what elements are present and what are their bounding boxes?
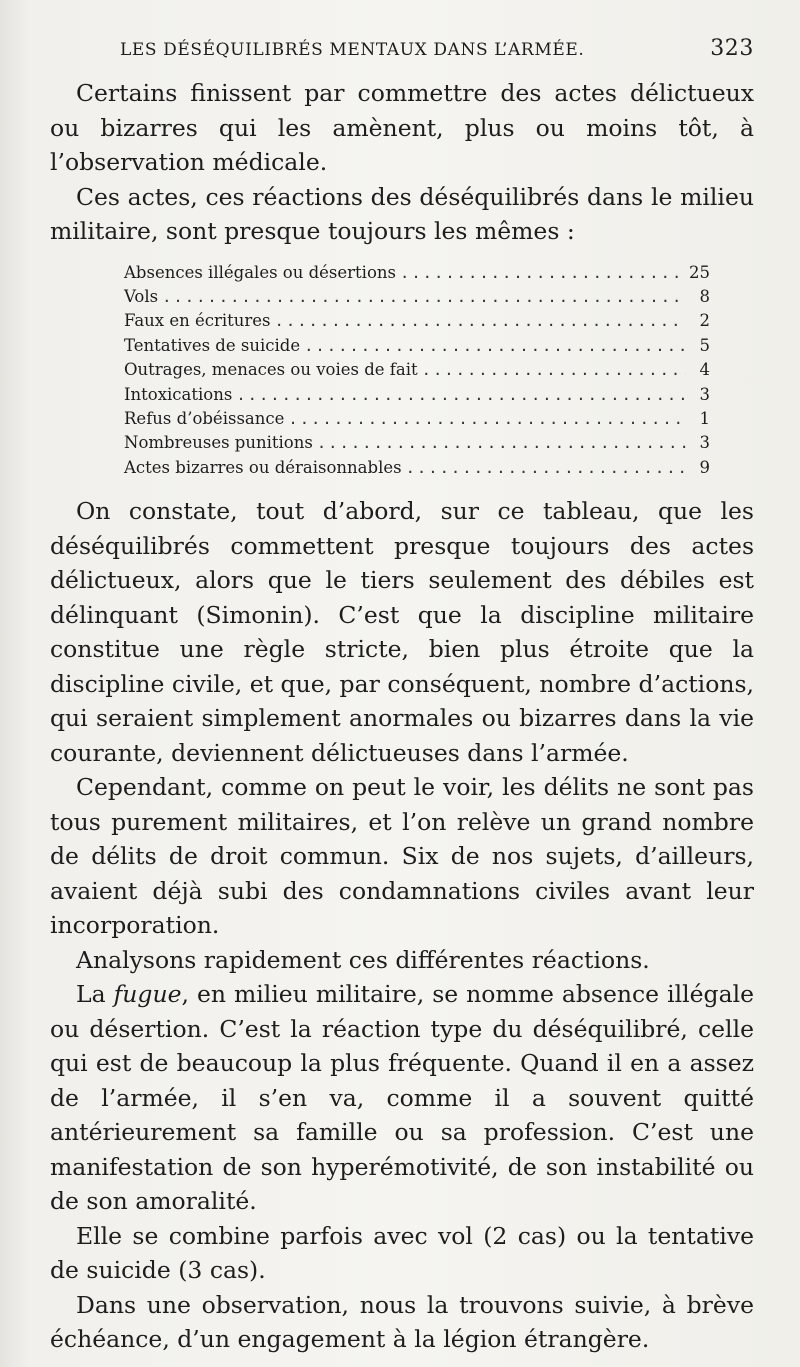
row-label: Intoxications (124, 384, 233, 404)
row-label: Tentatives de suicide (124, 335, 301, 355)
row-count: 3 (699, 433, 710, 453)
reactions-table (124, 261, 710, 481)
paragraph: On constate, tout d’abord, sur ce tableau, que les déséquilibrés commettent presque toujours des actes délictueux, alors que le tiers seulement des débiles est délinquant (Simonin). C’est que la discipline militaire constitue une règle stricte, bien plus étroite que la discipline civile, et que, par conséquent, nombre d’actions, qui seraient simplement anormales ou bizarres dans la vie courante, deviennent délictueuses dans l’armée. (50, 497, 755, 767)
table-row (124, 261, 710, 285)
row-label: Refus d’obéissance (124, 408, 285, 428)
row-label: Faux en écritures (124, 311, 271, 331)
text-run: , en milieu militaire, se nomme absence illégale ou désertion. C’est la réaction type du déséquilibré, celle qui est de beaucoup la plus fréquente. Quand il en a assez de l’armée, il s’en va, comme il a souvent quitté antérieurement sa famille ou sa profession. C’est une manifestation de son hyperémotivité, de son instabilité ou de son amoralité. (50, 980, 754, 1216)
table-row (124, 456, 710, 480)
running-head (50, 36, 754, 76)
row-count: 2 (699, 311, 710, 331)
row-count: 4 (699, 360, 710, 380)
dot-leader (396, 262, 686, 285)
dot-leader (313, 432, 686, 455)
row-count: 5 (699, 335, 710, 355)
body-text (50, 76, 754, 1357)
dot-leader (300, 335, 686, 358)
dot-leader (402, 457, 686, 480)
table-row (124, 334, 710, 358)
row-label: Outrages, menaces ou voies de fait (124, 360, 418, 380)
paragraph: Analysons rapidement ces différentes réactions. (76, 945, 650, 974)
paragraph: Ces actes, ces réactions des déséquilibrés dans le milieu militaire, sont presque toujours les mêmes : (50, 182, 754, 245)
row-label: Vols (124, 286, 159, 306)
table-row (124, 358, 710, 382)
dot-leader (158, 286, 686, 309)
table-row (124, 407, 710, 431)
dot-leader (232, 384, 686, 407)
row-label: Absences illégales ou désertions (124, 262, 396, 282)
row-label: Actes bizarres ou déraisonnables (124, 457, 402, 477)
paragraph-fugue (50, 977, 754, 1219)
text-run: La (76, 980, 114, 1009)
paragraph: Elle se combine parfois avec vol (2 cas) ou la tentative de suicide (3 cas). (50, 1221, 754, 1285)
row-count: 8 (699, 286, 710, 306)
row-count: 1 (699, 408, 710, 428)
dot-leader (271, 310, 686, 333)
row-count: 3 (699, 384, 710, 404)
table-row (124, 431, 710, 455)
table-row (124, 383, 710, 407)
paragraph: Dans une observation, nous la trouvons suivie, à brève échéance, d’un engagement à la légion étrangère. (50, 1290, 754, 1354)
dot-leader (284, 408, 686, 431)
table-row (124, 309, 710, 333)
dot-leader (418, 359, 686, 382)
page-number: 323 (710, 36, 754, 61)
row-label: Nombreuses punitions (124, 433, 313, 453)
paragraph: Certains finissent par commettre des actes délictueux ou bizarres qui les amènent, plus ou moins tôt, à l’observation médicale. (50, 79, 754, 176)
emphasis-term: fugue (113, 980, 182, 1009)
table-row (124, 285, 710, 309)
row-count: 25 (689, 262, 710, 282)
running-title: LES DÉSÉQUILIBRÉS MENTAUX DANS L’ARMÉE. (120, 40, 585, 60)
paragraph: Cependant, comme on peut le voir, les délits ne sont pas tous purement militaires, et l’on relève un grand nombre de délits de droit commun. Six de nos sujets, d’ailleurs, avaient déjà subi des condamnations civiles avant leur incorporation. (50, 773, 754, 940)
row-count: 9 (699, 457, 710, 477)
